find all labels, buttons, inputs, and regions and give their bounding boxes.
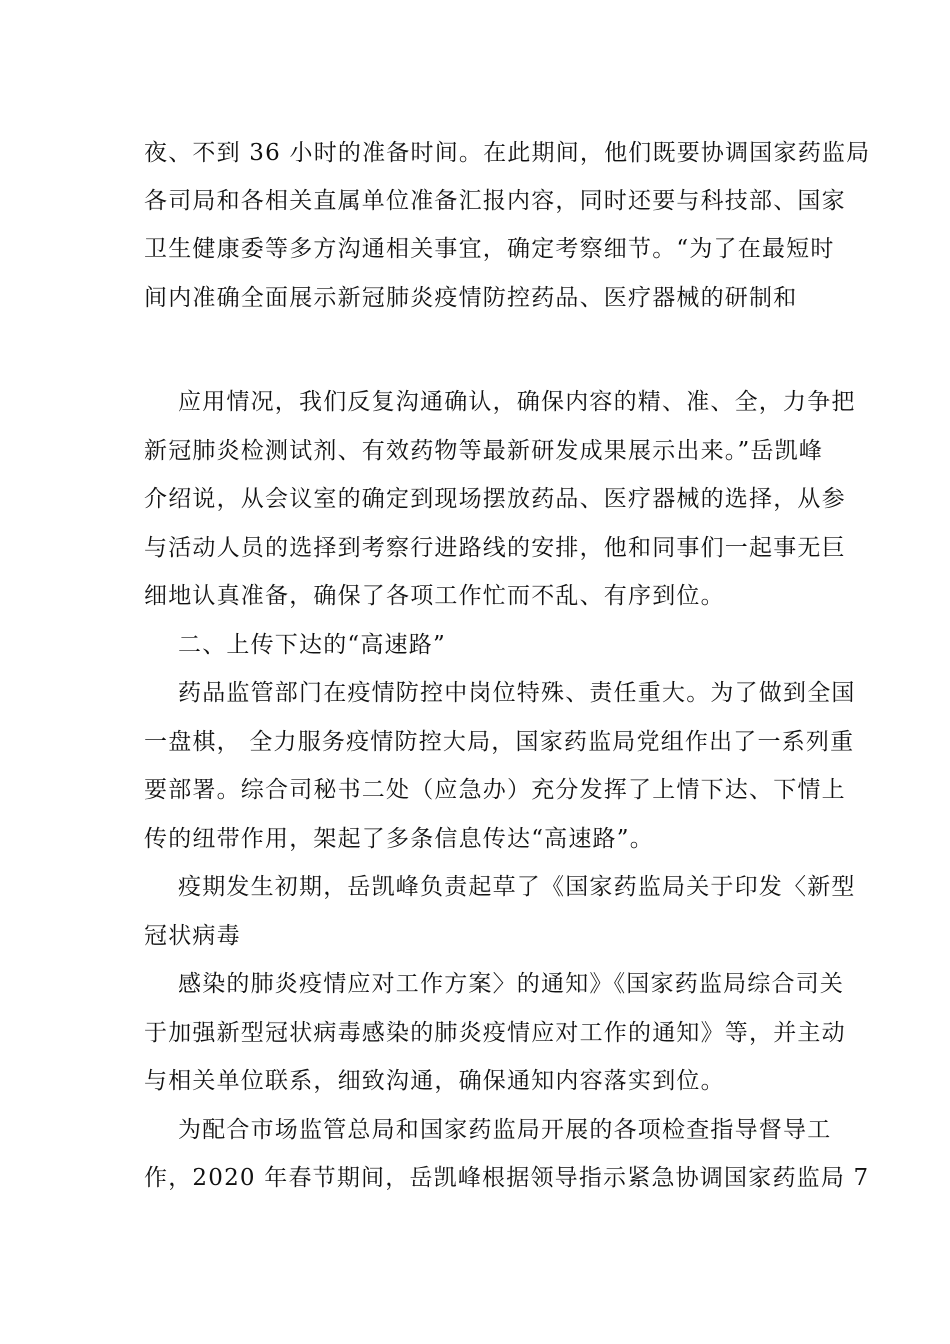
section-heading: 二、上传下达的“高速路” (178, 632, 446, 658)
text-line: 应用情况，我们反复沟通确认，确保内容的精、准、全，力争把 (178, 389, 856, 415)
text-line: 与相关单位联系，细致沟通，确保通知内容落实到位。 (144, 1068, 725, 1094)
text-line: 与活动人员的选择到考察行进路线的安排，他和同事们一起事无巨 (144, 535, 846, 561)
text-line: 为配合市场监管总局和国家药监局开展的各项检查指导督导工 (178, 1117, 832, 1143)
text-line: 介绍说，从会议室的确定到现场摆放药品、医疗器械的选择，从参 (144, 486, 846, 512)
text-line: 冠状病毒 (144, 923, 241, 949)
text-line: 间内准确全面展示新冠肺炎疫情防控药品、医疗器械的研制和 (144, 285, 798, 311)
text-line: 细地认真准备，确保了各项工作忙而不乱、有序到位。 (144, 583, 725, 609)
text-line: 药品监管部门在疫情防控中岗位特殊、责任重大。为了做到全国 (178, 680, 856, 706)
text-line: 各司局和各相关直属单位准备汇报内容，同时还要与科技部、国家 (144, 188, 846, 214)
text-line: 夜、不到 36 小时的准备时间。在此期间，他们既要协调国家药监局 (144, 140, 871, 166)
text-line: 卫生健康委等多方沟通相关事宜，确定考察细节。“为了在最短时 (144, 236, 835, 262)
text-line: 传的纽带作用，架起了多条信息传达“高速路”。 (144, 826, 654, 852)
text-line: 新冠肺炎检测试剂、有效药物等最新研发成果展示出来。”岳凯峰 (144, 438, 824, 464)
text-line: 感染的肺炎疫情应对工作方案〉的通知》《国家药监局综合司关 (178, 971, 845, 997)
text-line: 于加强新型冠状病毒感染的肺炎疫情应对工作的通知》等，并主动 (144, 1020, 846, 1046)
text-line: 一盘棋， 全力服务疫情防控大局，国家药监局党组作出了一系列重 (144, 729, 855, 755)
text-line: 要部署。综合司秘书二处（应急办）充分发挥了上情下达、下情上 (144, 777, 846, 803)
text-line: 作，2020 年春节期间，岳凯峰根据领导指示紧急协调国家药监局 7 (144, 1165, 870, 1191)
text-line: 疫期发生初期，岳凯峰负责起草了《国家药监局关于印发〈新型 (178, 874, 856, 900)
